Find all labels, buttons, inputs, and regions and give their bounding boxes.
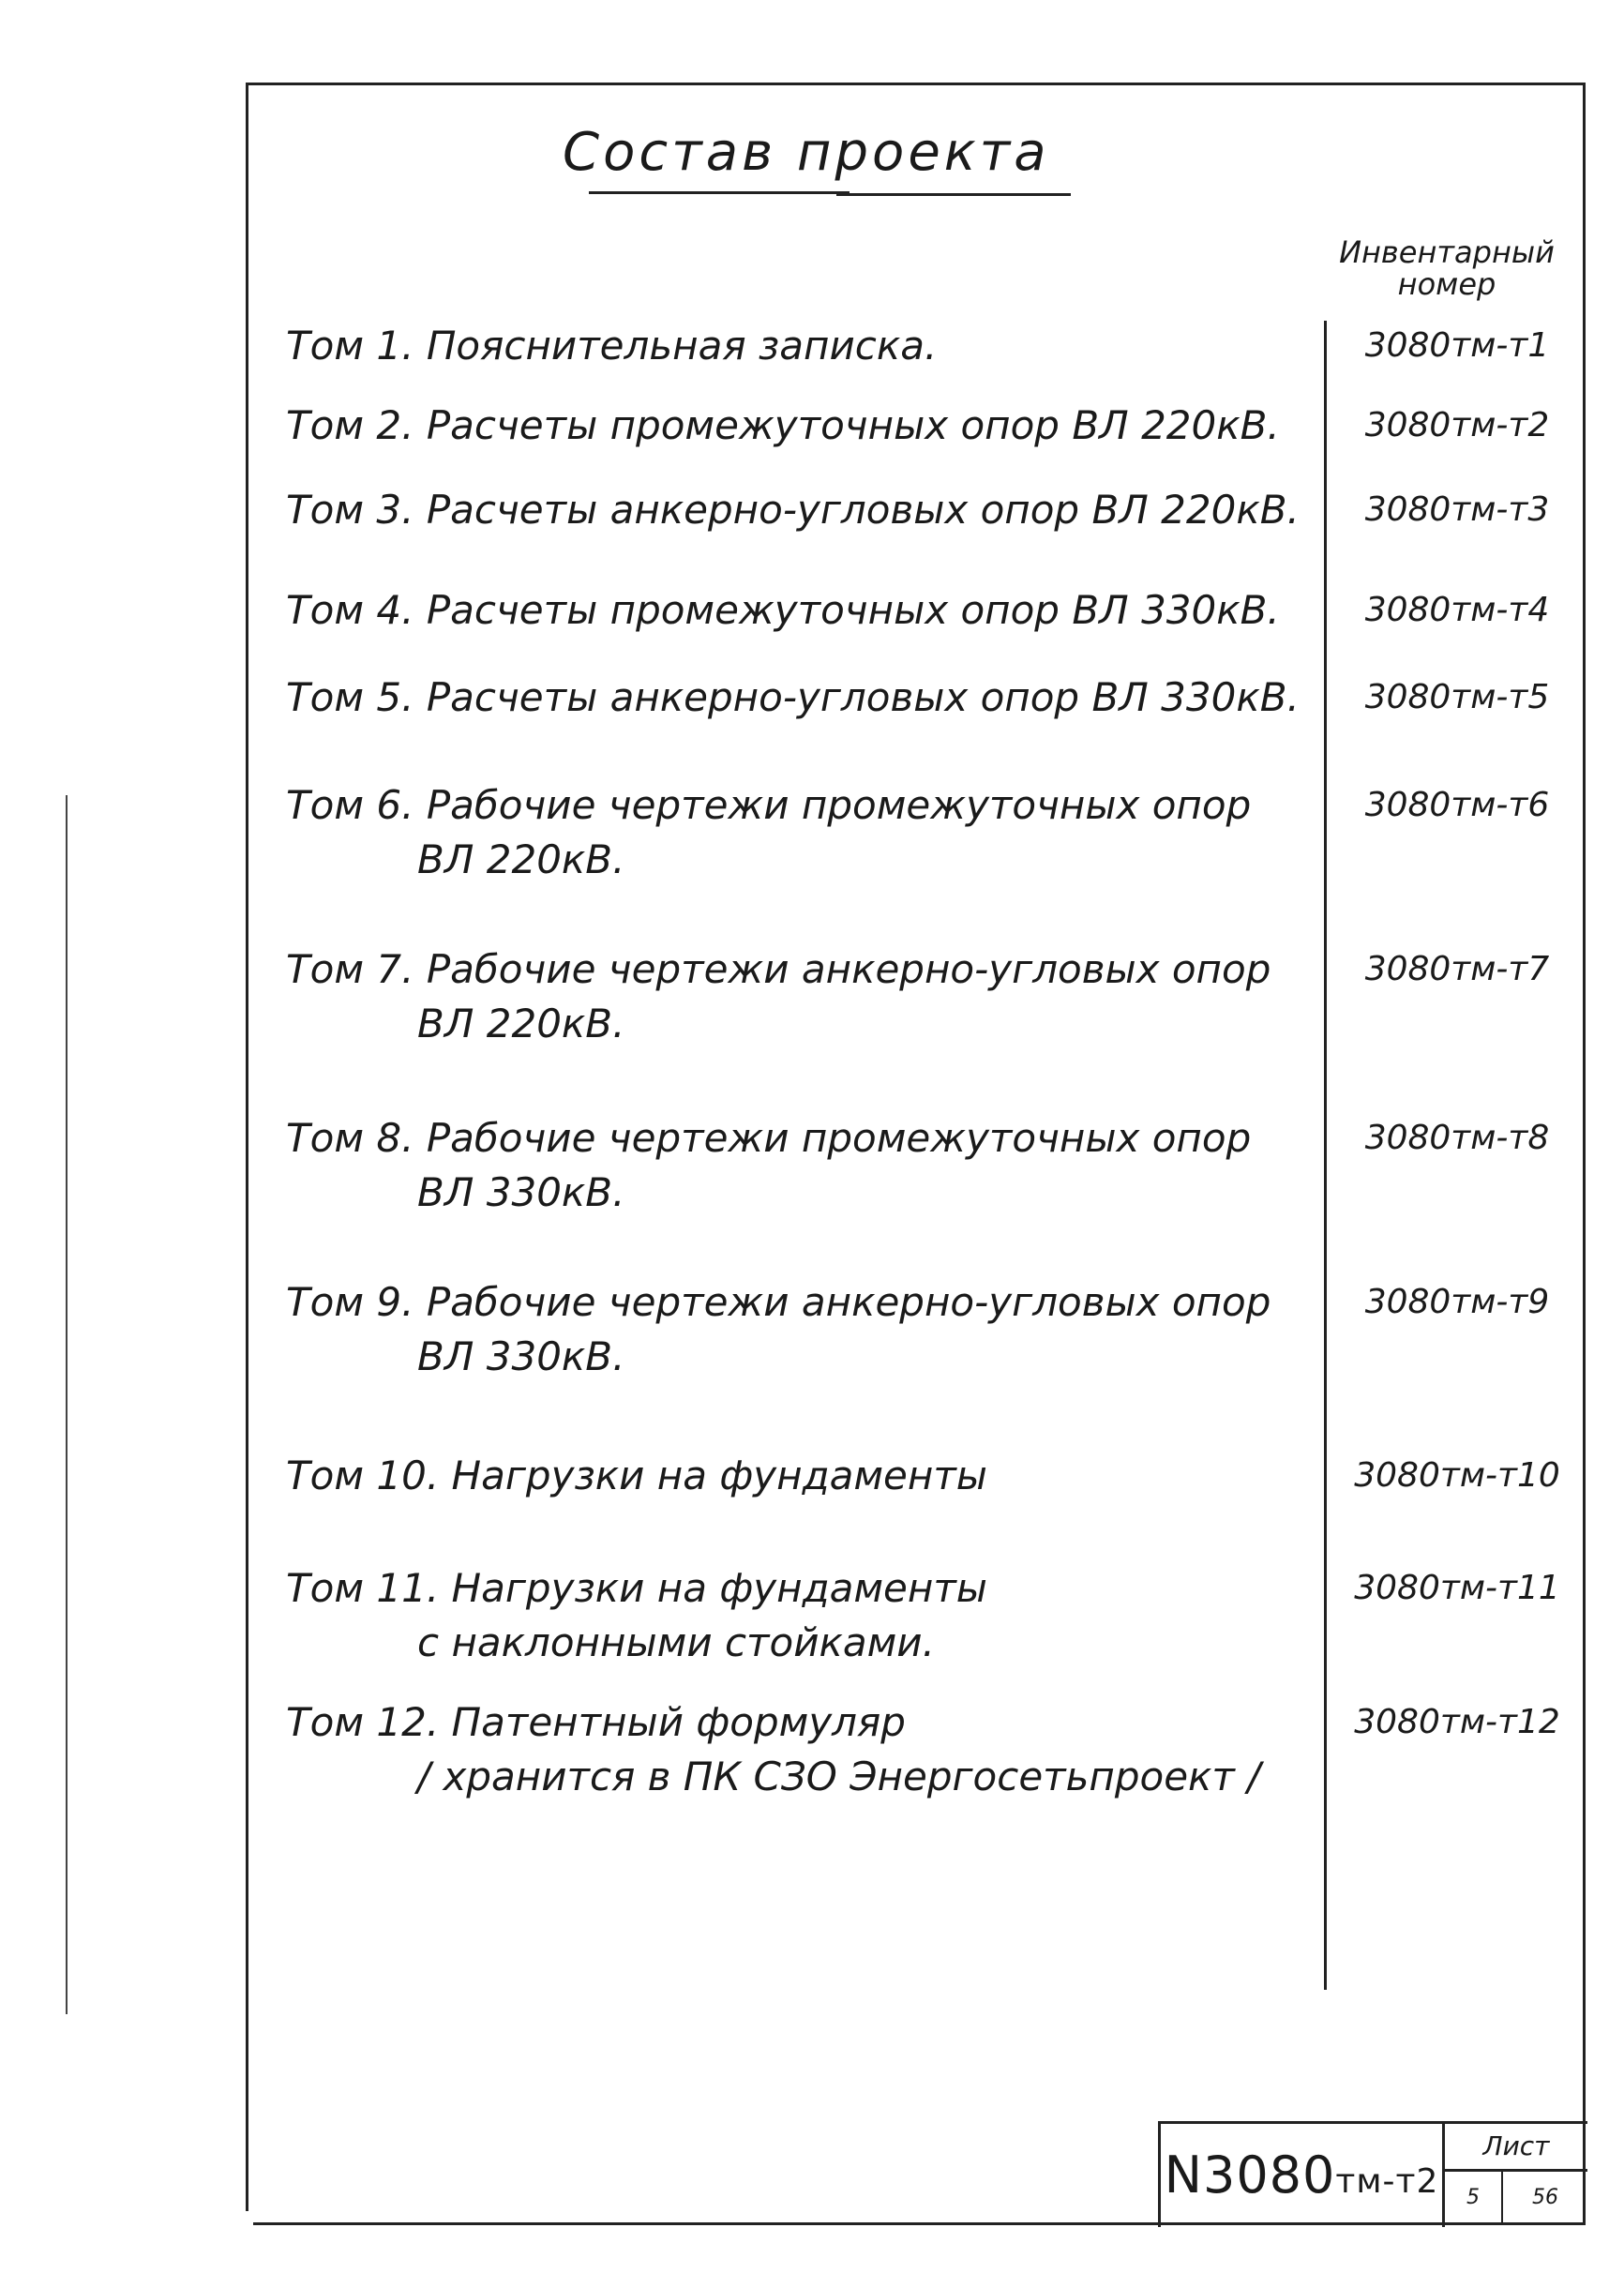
- volume-title: [286, 670, 1317, 725]
- volume-description: Рабочие чертежи анкерно-угловых опор: [426, 1279, 1271, 1325]
- volume-title: [286, 319, 1317, 373]
- volume-description: Патентный формуляр: [451, 1699, 906, 1745]
- inventory-number-header-line2: номер: [1397, 266, 1496, 302]
- volume-entry: [286, 1111, 1317, 1220]
- frame-left-border: [246, 83, 248, 2211]
- inventory-number-header-line1: Инвентарный: [1339, 234, 1555, 270]
- volume-number: Том 11.: [286, 1565, 440, 1611]
- volume-description: Расчеты анкерно-угловых опор ВЛ 330кВ.: [426, 674, 1300, 720]
- document-code: [1161, 2124, 1445, 2227]
- inventory-number: 3080тм-т11: [1354, 1569, 1560, 1607]
- volume-description: Нагрузки на фундаменты: [451, 1565, 987, 1611]
- binding-margin-line: [66, 795, 68, 2014]
- document-code-main: N3080: [1164, 2145, 1336, 2205]
- volume-description: Нагрузки на фундаменты: [451, 1453, 987, 1498]
- volume-description: Рабочие чертежи промежуточных опор: [426, 782, 1252, 828]
- volume-entry: [286, 399, 1317, 453]
- inventory-number: 3080тм-т1: [1364, 326, 1550, 365]
- volume-entry: [286, 1561, 1317, 1670]
- volume-number: Том 12.: [286, 1699, 440, 1745]
- frame-right-border: [1583, 83, 1586, 2225]
- volume-number: Том 7.: [286, 946, 414, 992]
- volume-number: Том 2.: [286, 402, 414, 448]
- volume-entry: [286, 1449, 1317, 1503]
- volume-title: [286, 583, 1317, 638]
- volume-entry: [286, 319, 1317, 373]
- inventory-number-header: [1311, 236, 1583, 330]
- inventory-number: 3080тм-т10: [1354, 1456, 1560, 1495]
- volume-entry: [286, 942, 1317, 1051]
- sheets-total: 56: [1532, 2186, 1558, 2209]
- volume-description: Расчеты анкерно-угловых опор ВЛ 220кВ.: [426, 487, 1300, 533]
- volume-description-continued: ВЛ 330кВ.: [417, 1169, 625, 1215]
- volume-description: Расчеты промежуточных опор ВЛ 330кВ.: [426, 587, 1280, 633]
- volume-description-continued: ВЛ 220кВ.: [417, 836, 625, 882]
- volume-number: Том 9.: [286, 1279, 414, 1325]
- volume-entry: [286, 583, 1317, 638]
- volume-description: Рабочие чертежи анкерно-угловых опор: [426, 946, 1271, 992]
- volume-number: Том 8.: [286, 1115, 414, 1161]
- volume-title: [286, 1561, 1317, 1616]
- volume-number: Том 3.: [286, 487, 414, 533]
- document-code-sub: тм-т2: [1335, 2162, 1439, 2201]
- volume-description: Пояснительная записка.: [426, 323, 938, 369]
- volume-title: [286, 1111, 1317, 1166]
- volume-title: [286, 483, 1317, 537]
- title-block-stamp: [1158, 2121, 1587, 2227]
- inventory-number: 3080тм-т3: [1364, 490, 1550, 529]
- volume-number: Том 10.: [286, 1453, 440, 1498]
- volume-title: [286, 1695, 1317, 1750]
- title-underline: [589, 191, 850, 194]
- volume-number: Том 6.: [286, 782, 414, 828]
- volume-description: Рабочие чертежи промежуточных опор: [426, 1115, 1252, 1161]
- volume-title: [286, 778, 1317, 833]
- volume-title: [286, 399, 1317, 453]
- inventory-number: 3080тм-т4: [1364, 591, 1550, 629]
- volume-entry: [286, 483, 1317, 537]
- volume-description-continued: / хранится в ПК СЗО Энергосетьпроект /: [417, 1754, 1261, 1799]
- volume-entry: [286, 778, 1317, 887]
- volume-title: [286, 1449, 1317, 1503]
- volume-number: Том 1.: [286, 323, 414, 369]
- frame-top-border: [246, 83, 1585, 85]
- volume-title: [286, 942, 1317, 997]
- volume-number: Том 4.: [286, 587, 414, 633]
- volume-description-continued: ВЛ 330кВ.: [417, 1333, 625, 1379]
- volume-description-continued: ВЛ 220кВ.: [417, 1001, 625, 1046]
- inventory-number: 3080тм-т9: [1364, 1283, 1550, 1321]
- sheet-number: 5: [1445, 2172, 1503, 2224]
- inventory-number: 3080тм-т8: [1364, 1119, 1550, 1157]
- volume-description: Расчеты промежуточных опор ВЛ 220кВ.: [426, 402, 1280, 448]
- volume-description-continued: с наклонными стойками.: [417, 1619, 935, 1665]
- volume-number: Том 5.: [286, 674, 414, 720]
- inventory-number: 3080тм-т6: [1364, 786, 1550, 824]
- sheet-label: Лист: [1445, 2124, 1587, 2172]
- volume-entry: [286, 670, 1317, 725]
- volume-title: [286, 1275, 1317, 1330]
- volume-entry: [286, 1695, 1317, 1804]
- inventory-number: 3080тм-т7: [1364, 950, 1550, 988]
- volume-entry: [286, 1275, 1317, 1384]
- inventory-number: 3080тм-т5: [1364, 678, 1550, 716]
- inventory-number: 3080тм-т12: [1354, 1703, 1560, 1741]
- page-title: Состав проекта: [563, 122, 1050, 183]
- inventory-number: 3080тм-т2: [1364, 406, 1550, 444]
- column-divider: [1324, 321, 1327, 1990]
- title-underline: [836, 193, 1071, 196]
